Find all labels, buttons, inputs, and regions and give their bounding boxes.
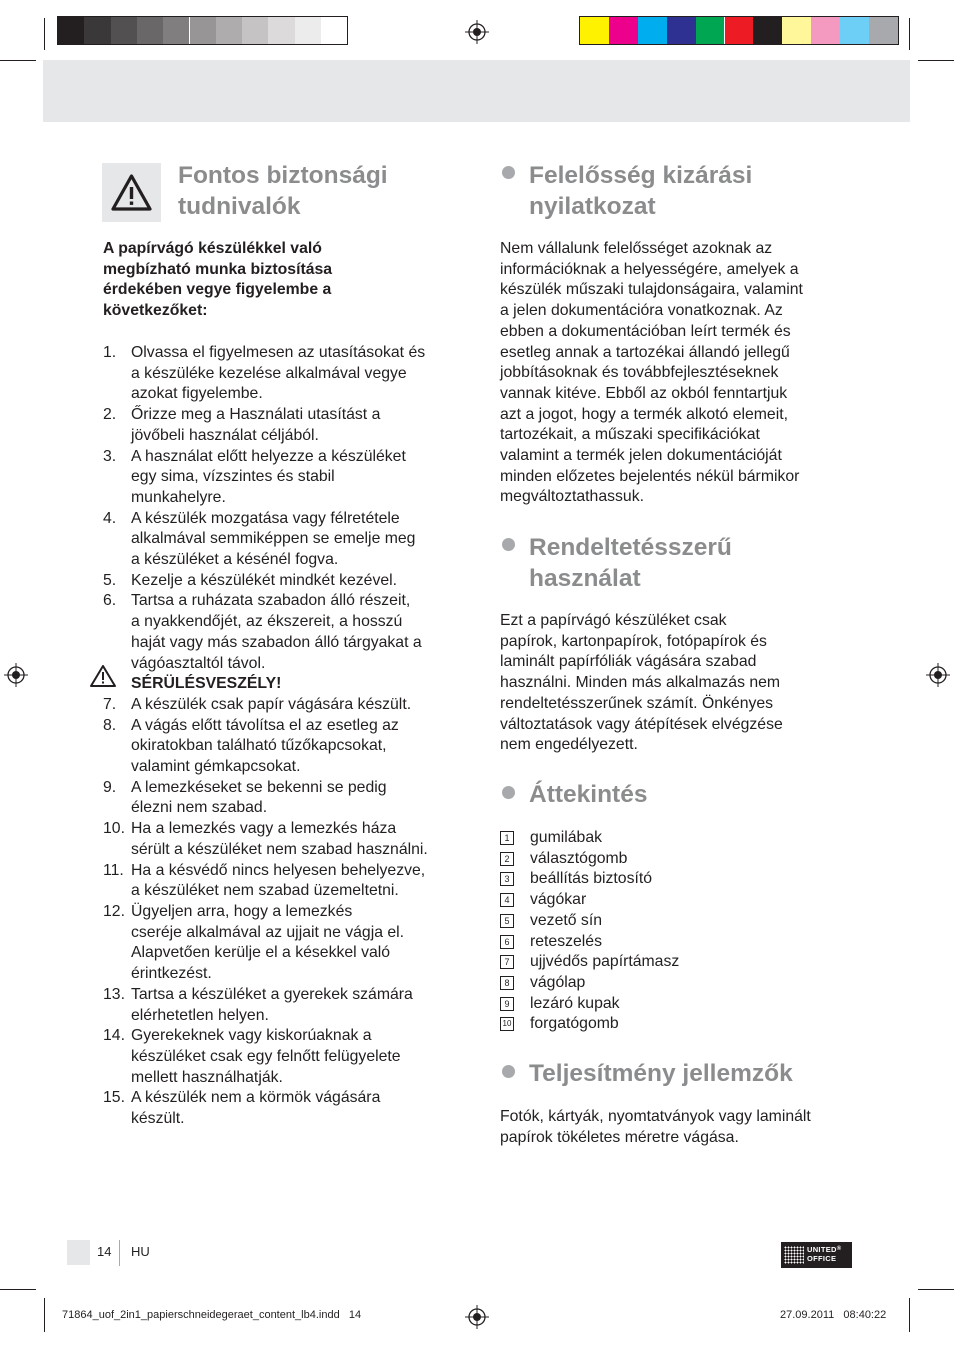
part-item (500, 911, 679, 932)
item-line: A készülék mozgatása vagy félretétele (131, 509, 400, 527)
paragraph-line: információknak a helyességére, amelyek a (500, 260, 799, 278)
paragraph-line: változtatások vagy átépítések elvégzése (500, 715, 783, 733)
logo-registered-mark: ® (836, 1246, 842, 1252)
part-number-box: 1 (500, 831, 514, 845)
intended-use-text (500, 611, 855, 756)
item-line: cseréje alkalmával az ujjait ne vágja el. (131, 923, 405, 941)
item-line: Ügyeljen arra, hogy a lemezkés (131, 902, 353, 920)
list-item (103, 343, 468, 405)
title-line: Rendeltetésszerű (529, 534, 732, 561)
item-line: készüléket csak egy felnőtt felügyelete (131, 1047, 401, 1065)
registration-mark-icon (4, 663, 28, 687)
list-item (103, 778, 468, 819)
part-label: vágólap (530, 973, 586, 991)
item-line: alkalmával semmiképpen se emelje meg (131, 530, 416, 548)
part-label: vágókar (530, 891, 587, 909)
section-title-safety (178, 160, 388, 222)
item-number: 15. (103, 1089, 125, 1107)
item-line: Ha a lemezkés vagy a lemezkés háza (131, 820, 397, 838)
brand-logo (781, 1242, 852, 1268)
item-line: élezni nem szabad. (131, 799, 268, 817)
list-item (103, 405, 468, 446)
paragraph-line: Fotók, kártyák, nyomtatványok vagy laminált (500, 1108, 811, 1125)
part-item (500, 849, 679, 870)
paragraph-line: azt a jogot, hogy a termék alkotó elemeit, (500, 405, 789, 423)
paragraph-line: ebben a dokumentációban leírt termék és (500, 322, 791, 340)
part-number-box: 8 (500, 976, 514, 990)
item-line: munkahelyre. (131, 488, 226, 506)
section-title-intended-use (529, 532, 732, 594)
slug-date: 27.09.2011 08:40:22 (780, 1309, 887, 1321)
section-title-overview: Áttekintés (529, 781, 648, 808)
features-text (500, 1107, 870, 1148)
intro-line: érdekében vegye figyelembe a (103, 281, 332, 299)
item-line: okiratokban található tűzőkapcsokat, (131, 737, 387, 755)
paragraph-line: megváltoztathassuk. (500, 488, 645, 506)
section-bullet-icon (502, 166, 515, 179)
list-item (103, 591, 468, 674)
paragraph-line: papírok tökéletes méretre vágása. (500, 1128, 739, 1146)
item-number: 5. (103, 571, 117, 589)
part-item (500, 973, 679, 994)
section-bullet-icon (502, 1065, 515, 1078)
process-bar-frame (579, 16, 899, 45)
part-item (500, 869, 679, 890)
paragraph-line: minden előzetes bejelentés nékül bármikor (500, 467, 800, 485)
paragraph-line: valamint a termék jelen dokumentációját (500, 447, 782, 465)
item-line: A készülék nem a körmök vágására (131, 1089, 381, 1107)
list-item (103, 985, 468, 1026)
page-number-box (67, 1240, 90, 1265)
item-number: 14. (103, 1027, 125, 1045)
list-item (103, 447, 468, 509)
page-language: HU (131, 1244, 150, 1259)
slug-file-info: 71864_uof_2in1_papierschneidegeraet_content_lb4.indd 14 (62, 1309, 362, 1321)
item-number: 11. (103, 861, 124, 879)
part-label: választógomb (530, 849, 628, 867)
logo-line: UNITED (807, 1245, 837, 1254)
logo-dot-grid (784, 1246, 804, 1264)
part-number-box: 9 (500, 997, 514, 1011)
part-number-box: 10 (500, 1017, 514, 1031)
section-bullet-icon (502, 538, 515, 551)
part-number-box: 7 (500, 955, 514, 969)
part-label: forgatógomb (530, 1015, 619, 1033)
title-line: Fontos biztonsági (178, 162, 388, 189)
crop-mark (0, 60, 36, 61)
warning-icon-box (102, 163, 161, 222)
part-number-box: 4 (500, 893, 514, 907)
title-line: Felelősség kizárási (529, 162, 753, 189)
part-number-box: 6 (500, 935, 514, 949)
paragraph-line: rendeltetésszerűnek számít. Önkényes (500, 694, 774, 712)
paragraph-line: a jelen dokumentációra vonatkoznak. Az (500, 302, 783, 320)
item-number: 9. (103, 778, 117, 796)
safety-intro (103, 239, 373, 322)
list-item (103, 571, 468, 592)
parts-list (500, 828, 679, 1035)
item-line: valamint gémkapcsokat. (131, 758, 301, 776)
list-item (103, 1026, 468, 1088)
crop-mark (0, 1289, 36, 1290)
part-label: reteszelés (530, 932, 602, 950)
item-line: Olvassa el figyelmesen az utasításokat és (131, 344, 426, 361)
item-line: készült. (131, 1110, 185, 1128)
item-number: 4. (103, 509, 117, 527)
item-line: a készüléke kezelése alkalmával vegye (131, 364, 407, 382)
part-item (500, 828, 679, 849)
list-item (103, 509, 468, 571)
item-line: Ha a késvédő nincs helyesen behelyezve, (131, 861, 426, 879)
intro-line: következőket: (103, 302, 208, 320)
item-line: haját vagy más szabadon álló tárgyakat a (131, 633, 422, 651)
item-line: Tartsa a ruházata szabadon álló részeit, (131, 592, 411, 610)
item-line: elérhetetlen helyen. (131, 1006, 269, 1024)
paragraph-line: Ezt a papírvágó készüléket csak (500, 612, 727, 629)
part-label: gumilábak (530, 829, 603, 846)
crop-mark (44, 1298, 45, 1332)
item-line: érintkezést. (131, 965, 212, 983)
crop-mark (918, 1289, 954, 1290)
item-line: egy sima, vízszintes és stabil (131, 468, 335, 486)
page-number: 14 (97, 1244, 112, 1259)
part-item (500, 952, 679, 973)
crop-mark (44, 18, 45, 50)
item-line: Alapvetően kerülje el a késekkel való (131, 944, 391, 962)
disclaimer-text (500, 239, 855, 508)
item-line: jövőbeli használat céljából. (131, 426, 319, 444)
item-number: 1. (103, 344, 117, 361)
item-number: 10. (103, 820, 125, 838)
item-number: 7. (103, 695, 117, 713)
part-label: beállítás biztosító (530, 870, 653, 888)
part-item (500, 994, 679, 1015)
item-line: a készüléket nem szabad üzemeltetni. (131, 882, 399, 900)
item-number: 2. (103, 406, 117, 424)
crop-mark (909, 18, 910, 50)
item-line: sérült a készüléket nem szabad használni. (131, 840, 428, 858)
part-number-box: 2 (500, 852, 514, 866)
list-item (103, 695, 468, 716)
paragraph-line: használni. Minden más alkalmazás nem (500, 674, 781, 692)
registration-mark-icon (465, 1305, 489, 1329)
list-item (103, 1088, 468, 1129)
paragraph-line: Nem vállalunk felelősséget azoknak az (500, 240, 773, 257)
part-item (500, 890, 679, 911)
item-line: A lemezkéseket se bekenni se pedig (131, 778, 387, 796)
item-number: 3. (103, 447, 117, 465)
list-item (103, 716, 468, 778)
danger-warning (103, 674, 468, 695)
registration-mark-icon (926, 663, 950, 687)
part-number-box: 3 (500, 872, 514, 886)
item-line: vágóasztaltól távol. (131, 654, 266, 672)
crop-mark (918, 60, 954, 61)
item-line: A készülék csak papír vágására készült. (131, 695, 412, 713)
paragraph-line: nem engedélyezett. (500, 736, 638, 754)
paragraph-line: laminált papírfóliák vágására szabad (500, 653, 757, 671)
title-line: használat (529, 565, 641, 592)
section-title-disclaimer (529, 160, 752, 222)
paragraph-line: jobbításoknak és továbbfejlesztéseknek (500, 364, 779, 382)
item-line: Tartsa a készüléket a gyerekek számára (131, 985, 413, 1003)
section-bullet-icon (502, 786, 515, 799)
part-item (500, 932, 679, 953)
list-item (103, 861, 468, 902)
paragraph-line: készülék műszaki tulajdonságaira, valamint (500, 281, 803, 299)
paragraph-line: tartozékait, a műszaki specifikációkat (500, 426, 760, 444)
item-number: 12. (103, 902, 125, 920)
warning-triangle-icon (102, 163, 161, 222)
intro-line: megbízható munka biztosítása (103, 260, 333, 278)
gray-bar-frame (57, 16, 348, 45)
item-number: 13. (103, 985, 125, 1003)
item-line: Kezelje a készülékét mindkét kezével. (131, 571, 398, 589)
list-item (103, 819, 468, 860)
warning-triangle-icon (89, 664, 117, 688)
safety-list (103, 343, 468, 1130)
logo-text (807, 1245, 841, 1263)
title-line: nyilatkozat (529, 193, 656, 220)
part-label: ujjvédős papírtámasz (530, 953, 680, 971)
item-line: Őrizze meg a Használati utasítást a (131, 406, 381, 424)
item-line: a készüléket a késénél fogva. (131, 551, 339, 569)
header-band (43, 60, 910, 122)
part-label: vezető sín (530, 911, 603, 929)
title-line: tudnivalók (178, 193, 301, 220)
intro-line: A papírvágó készülékkel való (103, 240, 322, 257)
item-number: 6. (103, 592, 117, 610)
section-title-features: Teljesítmény jellemzők (529, 1060, 793, 1087)
item-line: azokat figyelembe. (131, 385, 263, 403)
item-line: mellett használhatják. (131, 1068, 283, 1086)
item-line: Gyerekeknek vagy kiskorúaknak a (131, 1027, 372, 1045)
list-item (103, 902, 468, 985)
paragraph-line: papírok, kartonpapírok, fotópapírok és (500, 632, 767, 650)
paragraph-line: vannak kitéve. Ebből az okból fenntartjuk (500, 384, 788, 402)
item-number: 8. (103, 716, 117, 734)
item-line: A használat előtt helyezze a készüléket (131, 447, 406, 465)
paragraph-line: esetleg annak a tartozékai állandó jellegű (500, 343, 790, 361)
part-number-box: 5 (500, 914, 514, 928)
part-item (500, 1014, 679, 1035)
logo-line: OFFICE (807, 1254, 837, 1263)
footer-divider (119, 1240, 120, 1266)
danger-label: SÉRÜLÉSVESZÉLY! (131, 675, 282, 693)
part-label: lezáró kupak (530, 994, 620, 1012)
registration-mark-icon (465, 20, 489, 44)
crop-mark (909, 1298, 910, 1332)
item-line: a nyakkendőjét, az ékszereit, a hosszú (131, 613, 403, 631)
item-line: A vágás előtt távolítsa el az esetleg az (131, 716, 399, 734)
